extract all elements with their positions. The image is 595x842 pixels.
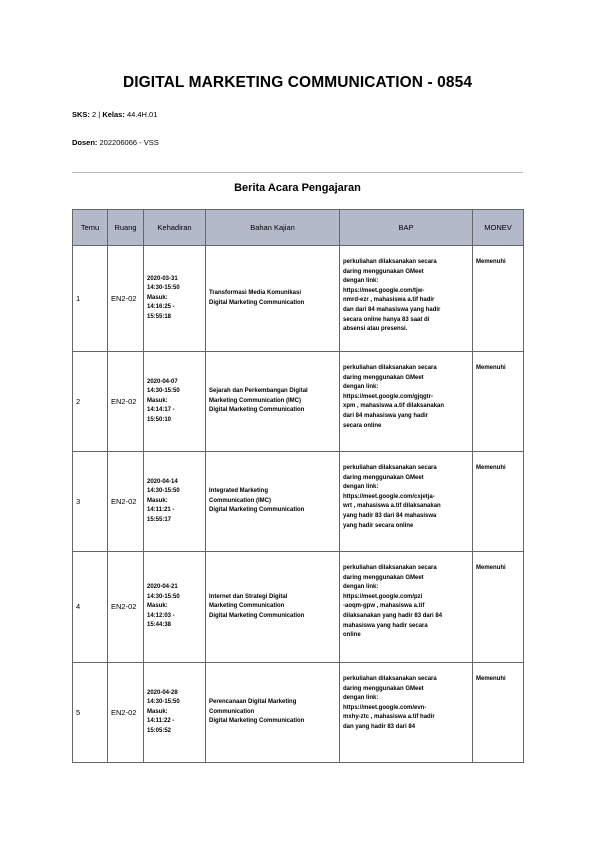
sks-label: SKS:: [72, 110, 90, 119]
cell-kehadiran: [144, 663, 206, 763]
bap-line: secara online hanya 83 saat di: [343, 316, 430, 323]
bap-line: dengan link:: [343, 584, 379, 591]
bap-line: perkuliahan dilaksanakan secara: [343, 259, 437, 265]
cell-kehadiran: [144, 352, 206, 452]
kehadiran-line: 15:50:10: [147, 416, 172, 423]
monev-status: Memenuhi: [476, 676, 506, 682]
kehadiran-line: Masuk:: [147, 603, 168, 610]
monev-status: Memenuhi: [476, 465, 506, 471]
bap-line: wrt , mahasiswa a.tif dilaksanakan: [343, 503, 441, 510]
bap-line: dengan link:: [343, 695, 379, 702]
divider: [72, 172, 523, 173]
bap-line: dan dari 84 mahasiswa yang hadir: [343, 306, 441, 313]
bahan-line: Marketing Communication: [209, 603, 285, 610]
kehadiran-line: 2020-04-14: [147, 478, 178, 485]
cell-kehadiran: [144, 246, 206, 352]
course-title: DIGITAL MARKETING COMMUNICATION - 0854: [122, 74, 473, 91]
bap-line: daring menggunakan GMeet: [343, 374, 424, 381]
header-ruang: Ruang: [108, 210, 144, 246]
kelas-value: 44.4H.01: [126, 110, 158, 119]
cell-bahan-kajian: [206, 352, 340, 452]
bahan-line: Digital Marketing Communication: [209, 299, 305, 306]
bap-line: perkuliahan dilaksanakan secara: [343, 565, 437, 571]
course-meta: [72, 110, 157, 119]
meta-separator: |: [98, 110, 101, 119]
cell-bap: [340, 663, 473, 763]
bap-line: daring menggunakan GMeet: [343, 574, 424, 581]
kehadiran-line: Masuk:: [147, 397, 168, 404]
table-row: [73, 452, 524, 552]
kehadiran-line: Masuk:: [147, 294, 168, 301]
bap-line: https://meet.google.com/pzi: [343, 593, 423, 600]
bap-line: https://meet.google.com/gjqgtr-: [343, 393, 433, 400]
bap-line: absensi atau presensi.: [343, 326, 408, 333]
cell-temu: 3: [73, 452, 108, 552]
kehadiran-line: 14:11:22 -: [147, 718, 175, 725]
kehadiran-line: 15:55:18: [147, 313, 172, 320]
bap-line: mahasiswa yang hadir secara: [343, 622, 428, 629]
section-title: Berita Acara Pengajaran: [234, 182, 361, 194]
cell-monev: [473, 663, 524, 763]
table-row: [73, 552, 524, 663]
cell-ruang: EN2-02: [108, 352, 144, 452]
bap-line: perkuliahan dilaksanakan secara: [343, 365, 437, 371]
bap-line: dan yang hadir 83 dari 84: [343, 723, 416, 730]
kehadiran-line: 2020-04-28: [147, 689, 178, 696]
kehadiran-line: 2020-04-21: [147, 584, 178, 591]
bahan-line: Marketing Communication (IMC): [209, 397, 302, 404]
kehadiran-line: 15:44:38: [147, 622, 172, 629]
monev-status: Memenuhi: [476, 259, 506, 265]
bap-line: daring menggunakan GMeet: [343, 685, 424, 692]
cell-monev: [473, 452, 524, 552]
cell-ruang: EN2-02: [108, 663, 144, 763]
table-header-row: [73, 210, 524, 246]
bahan-line: Transformasi Media Komunikasi: [209, 289, 302, 296]
kehadiran-line: 14:16:25 -: [147, 304, 175, 311]
cell-ruang: EN2-02: [108, 452, 144, 552]
kehadiran-line: 2020-03-31: [147, 275, 178, 282]
bap-line: secara online: [343, 422, 382, 429]
header-bahan-kajian: Bahan Kajian: [206, 210, 340, 246]
bahan-line: Digital Marketing Communication: [209, 612, 305, 619]
cell-temu: 2: [73, 352, 108, 452]
dosen-label: Dosen:: [72, 138, 98, 147]
bap-line: https://meet.google.com/cxjetja-: [343, 493, 435, 500]
bap-line: nmrd-ezr , mahasiswa a.tif hadir: [343, 297, 435, 304]
header-monev: MONEV: [473, 210, 524, 246]
bap-line: dengan link:: [343, 384, 379, 391]
kehadiran-line: Masuk:: [147, 708, 168, 715]
bahan-line: Communication (IMC): [209, 497, 271, 504]
cell-temu: 1: [73, 246, 108, 352]
monev-status: Memenuhi: [476, 565, 506, 571]
bahan-line: Sejarah dan Perkembangan Digital: [209, 388, 308, 395]
cell-temu: 4: [73, 552, 108, 663]
cell-monev: [473, 246, 524, 352]
kehadiran-line: 14:14:17 -: [147, 407, 175, 414]
kehadiran-line: 2020-04-07: [147, 378, 178, 385]
cell-bahan-kajian: [206, 552, 340, 663]
bap-line: perkuliahan dilaksanakan secara: [343, 465, 437, 471]
bap-line: online: [343, 632, 361, 639]
cell-temu: 5: [73, 663, 108, 763]
bap-line: xpm , mahasiswa a.tif dilaksanakan: [343, 403, 445, 410]
bahan-line: Digital Marketing Communication: [209, 407, 305, 414]
header-kehadiran: Kehadiran: [144, 210, 206, 246]
table-row: [73, 663, 524, 763]
kehadiran-line: 14:30-15:50: [147, 285, 180, 292]
bap-line: https://meet.google.com/evn-: [343, 704, 427, 711]
bap-line: dengan link:: [343, 484, 379, 491]
kehadiran-line: 14:30-15:50: [147, 699, 180, 706]
kehadiran-line: 15:05:52: [147, 727, 172, 734]
bap-line: mxhy-ztc , mahasiswa a.tif hadir: [343, 714, 435, 721]
kehadiran-line: 14:12:03 -: [147, 612, 175, 619]
cell-bahan-kajian: [206, 246, 340, 352]
cell-bap: [340, 246, 473, 352]
bap-line: dari 84 mahasiswa yang hadir: [343, 412, 429, 419]
bahan-line: Communication: [209, 708, 255, 715]
bap-line: perkuliahan dilaksanakan secara: [343, 676, 437, 682]
table-row: [73, 352, 524, 452]
table-body: [73, 246, 524, 763]
cell-kehadiran: [144, 552, 206, 663]
bap-line: -aoqm-gpw , mahasiswa a.tif: [343, 603, 425, 610]
dosen-value: 202206066 - VSS: [99, 138, 159, 147]
bap-line: daring menggunakan GMeet: [343, 474, 424, 481]
bap-line: yang hadir 83 dari 84 mahasiswa: [343, 512, 437, 519]
header-temu: Temu: [73, 210, 108, 246]
bap-line: yang hadir secara online: [343, 522, 414, 529]
kehadiran-line: 14:30-15:50: [147, 593, 180, 600]
bahan-line: Perencanaan Digital Marketing: [209, 699, 297, 706]
bahan-line: Digital Marketing Communication: [209, 507, 305, 514]
sks-value: 2: [92, 110, 97, 119]
bahan-line: Integrated Marketing: [209, 488, 269, 495]
monev-status: Memenuhi: [476, 365, 506, 371]
cell-bahan-kajian: [206, 663, 340, 763]
cell-ruang: EN2-02: [108, 246, 144, 352]
kehadiran-line: 14:30-15:50: [147, 488, 180, 495]
bap-line: dilaksanakan yang hadir 83 dari 84: [343, 612, 443, 619]
bahan-line: Digital Marketing Communication: [209, 718, 305, 725]
cell-bap: [340, 452, 473, 552]
cell-monev: [473, 352, 524, 452]
table-row: [73, 246, 524, 352]
bap-line: daring menggunakan GMeet: [343, 268, 424, 275]
cell-kehadiran: [144, 452, 206, 552]
kehadiran-line: 14:11:21 -: [147, 507, 175, 514]
bap-line: dengan link:: [343, 278, 379, 285]
cell-monev: [473, 552, 524, 663]
kelas-label: Kelas:: [102, 110, 125, 119]
header-bap: BAP: [340, 210, 473, 246]
bahan-line: Internet dan Strategi Digital: [209, 593, 288, 600]
cell-bahan-kajian: [206, 452, 340, 552]
cell-bap: [340, 352, 473, 452]
kehadiran-line: 14:30-15:50: [147, 388, 180, 395]
cell-ruang: EN2-02: [108, 552, 144, 663]
lecturer-meta: [72, 138, 159, 147]
teaching-report-table: [72, 209, 524, 763]
cell-bap: [340, 552, 473, 663]
kehadiran-line: 15:55:17: [147, 516, 172, 523]
kehadiran-line: Masuk:: [147, 497, 168, 504]
bap-line: https://meet.google.com/tjw-: [343, 287, 425, 294]
